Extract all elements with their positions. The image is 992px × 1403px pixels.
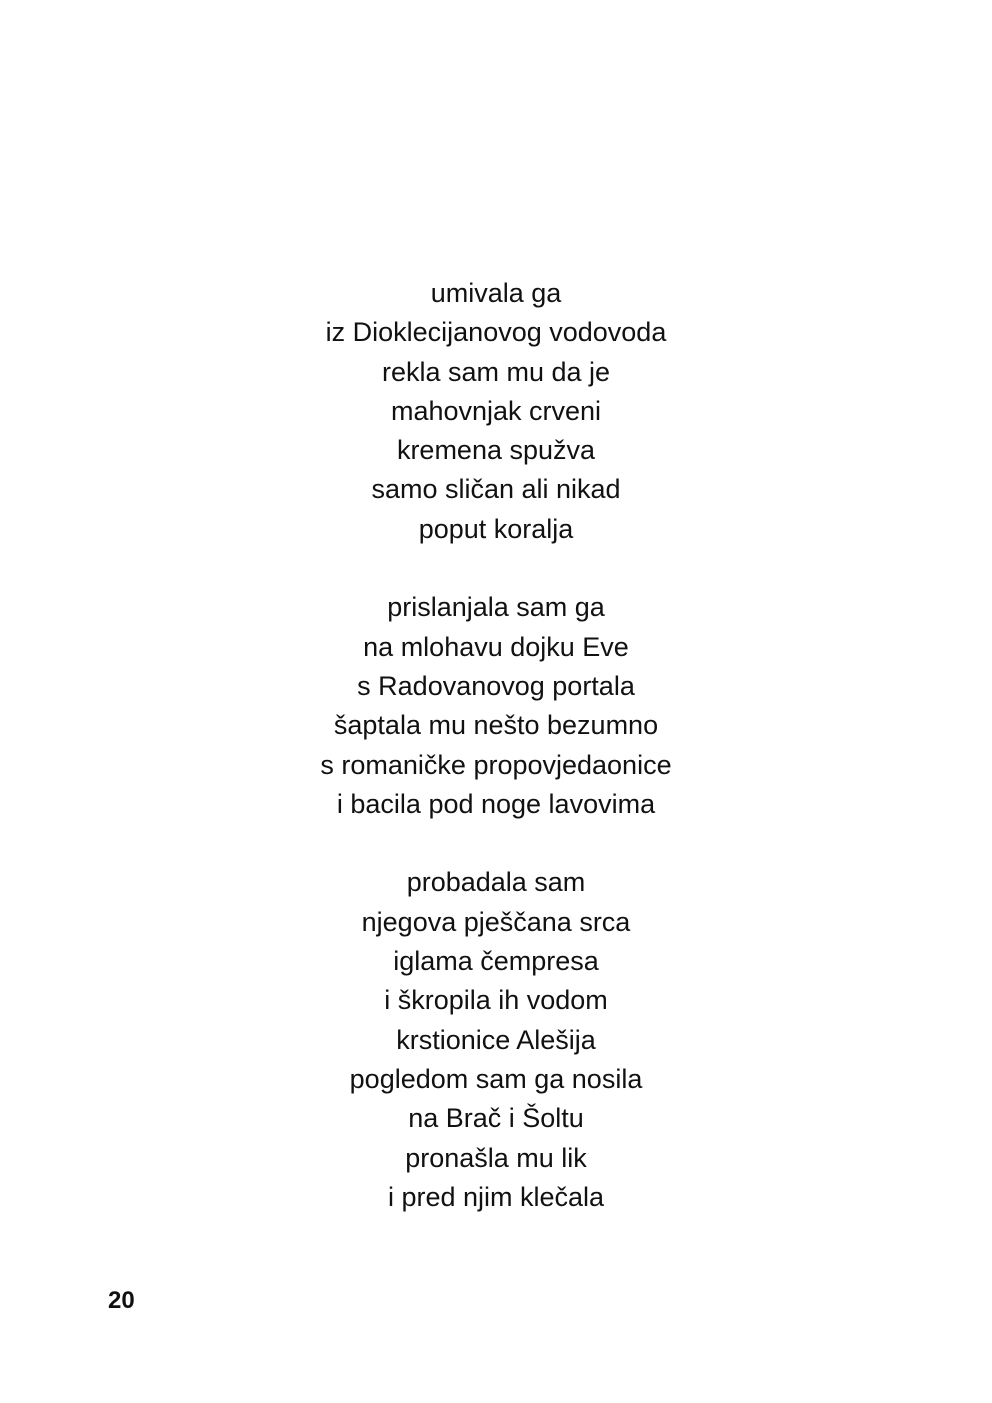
poem-line: s romaničke propovjedaonice: [320, 749, 672, 780]
poem-line: pronašla mu lik: [405, 1142, 587, 1173]
poem-line: njegova pješčana srca: [361, 906, 631, 937]
poem-line: kremena spužva: [396, 435, 596, 466]
poem-line: iz Dioklecijanovog vodovoda: [325, 317, 667, 348]
poem-line: na Brač i Šoltu: [408, 1103, 584, 1134]
poem-line: probadala sam: [406, 867, 586, 898]
poem-line: šaptala mu nešto bezumno: [333, 710, 659, 741]
poem-line: iglama čempresa: [393, 946, 599, 977]
poem-line: pogledom sam ga nosila: [349, 1063, 643, 1094]
poem-line: i bacila pod noge lavovima: [336, 788, 656, 819]
poem: [0, 274, 992, 1217]
poem-line: poput koralja: [418, 513, 574, 544]
stanza-1: [0, 274, 992, 549]
poem-line: i pred njim klečala: [387, 1181, 605, 1212]
poem-line: prislanjala sam ga: [387, 592, 605, 623]
poem-line: s Radovanovog portala: [357, 670, 635, 701]
poem-line: mahovnjak crveni: [390, 395, 602, 426]
poem-line: samo sličan ali nikad: [371, 474, 621, 505]
page-number: 20: [108, 1287, 135, 1314]
poem-line: i škropila ih vodom: [384, 985, 608, 1016]
stanza-2: [0, 588, 992, 824]
poem-line: na mlohavu dojku Eve: [363, 631, 629, 662]
poem-line: umivala ga: [430, 278, 562, 308]
poem-line: rekla sam mu da je: [381, 356, 611, 387]
stanza-3: [0, 863, 992, 1217]
poem-line: krstionice Alešija: [396, 1024, 596, 1055]
